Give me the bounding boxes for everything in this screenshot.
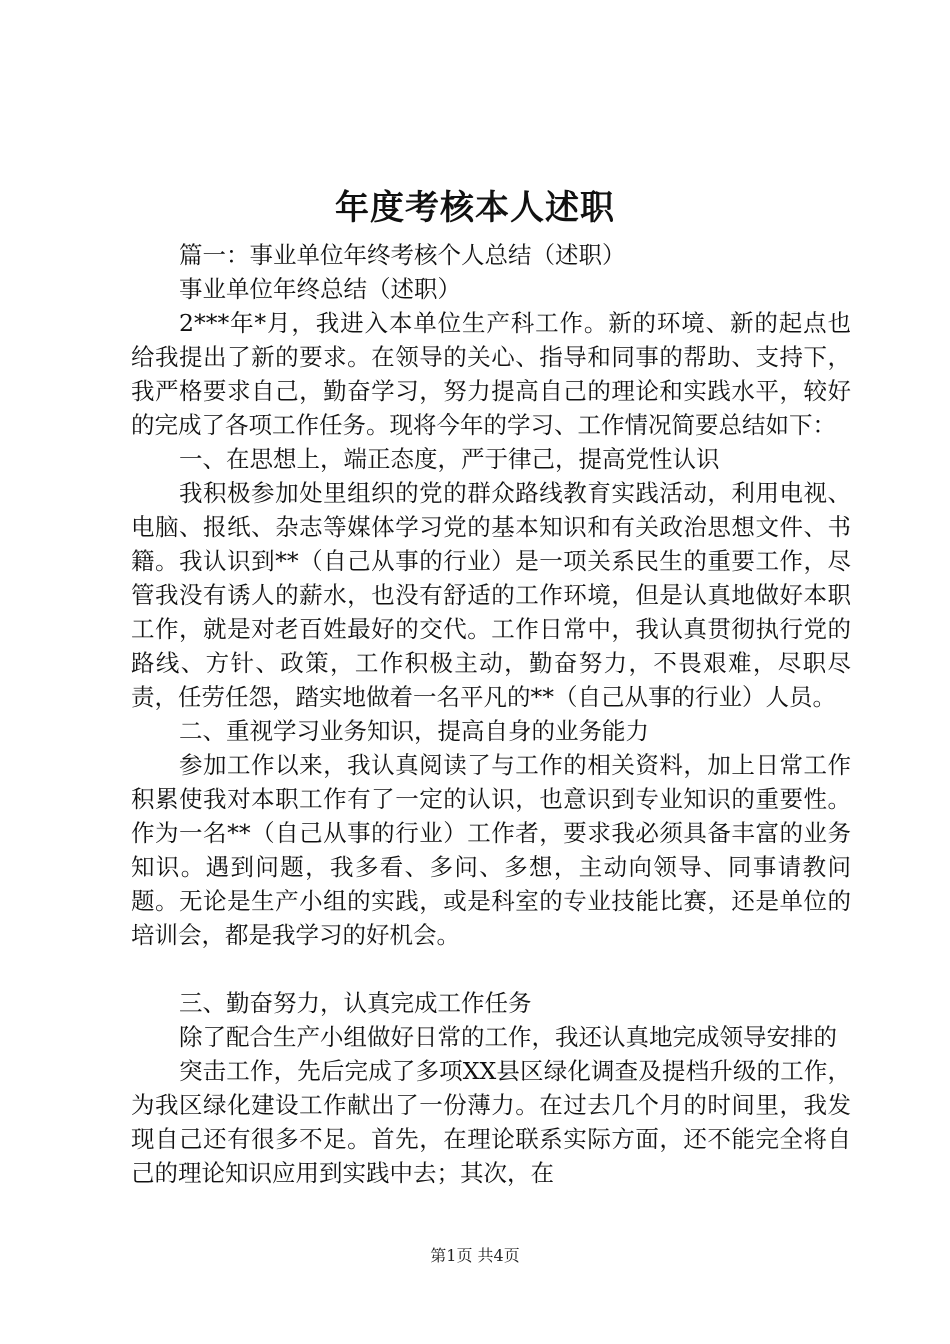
paragraph-subtitle: 事业单位年终总结（述职） xyxy=(179,275,461,303)
paragraph-section-2: 参加工作以来，我认真阅读了与工作的相关资料，加上日常工作积累使我对本职工作有了一定的认识，也意识到专业知识的重要性。作为一名**（自己从事的行业）工作者，要求我必须具备丰富的业务知识。遇到问题，我多看、多问、多想，主动向领导、同事请教问题。无论是生产小组的实践，或是科室的专业技能比赛，还是单位的培训会，都是我学习的好机会。 xyxy=(131,751,851,949)
paragraph-heading-article: 篇一：事业单位年终考核个人总结（述职） xyxy=(179,241,626,269)
paragraph-spacer xyxy=(131,952,851,986)
paragraph-section-3a: 除了配合生产小组做好日常的工作，我还认真地完成领导安排的 xyxy=(179,1023,837,1051)
paragraph-section-3b: 突击工作，先后完成了多项XX县区绿化调查及提档升级的工作，为我区绿化建设工作献出了一份薄力。在过去几个月的时间里，我发现自己还有很多不足。首先，在理论联系实际方面，还不能完全将自己的理论知识应用到实践中去；其次，在 xyxy=(131,1057,851,1187)
section-heading-1: 一、在思想上，端正态度，严于律己，提高党性认识 xyxy=(179,445,720,473)
document-title: 年度考核本人述职 xyxy=(335,188,615,228)
paragraph-section-1: 我积极参加处里组织的党的群众路线教育实践活动，利用电视、电脑、报纸、杂志等媒体学习党的基本知识和有关政治思想文件、书籍。我认识到**（自己从事的行业）是一项关系民生的重要工作，尽管我没有诱人的薪水，也没有舒适的工作环境，但是认真地做好本职工作，就是对老百姓最好的交代。工作日常中，我认真贯彻执行党的路线、方针、政策，工作积极主动，勤奋努力，不畏艰难，尽职尽责，任劳任怨，踏实地做着一名平凡的**（自己从事的行业）人员。 xyxy=(131,479,851,711)
page-footer: 第1页 共4页 xyxy=(430,1246,520,1265)
section-heading-3: 三、勤奋努力，认真完成工作任务 xyxy=(179,989,532,1017)
paragraph-intro: 2***年*月，我进入本单位生产科工作。新的环境、新的起点也给我提出了新的要求。在领导的关心、指导和同事的帮助、支持下，我严格要求自己，勤奋学习，努力提高自己的理论和实践水平，较好的完成了各项工作任务。现将今年的学习、工作情况简要总结如下： xyxy=(131,309,851,439)
document-body xyxy=(131,238,851,1190)
section-heading-2: 二、重视学习业务知识，提高自身的业务能力 xyxy=(179,717,649,745)
